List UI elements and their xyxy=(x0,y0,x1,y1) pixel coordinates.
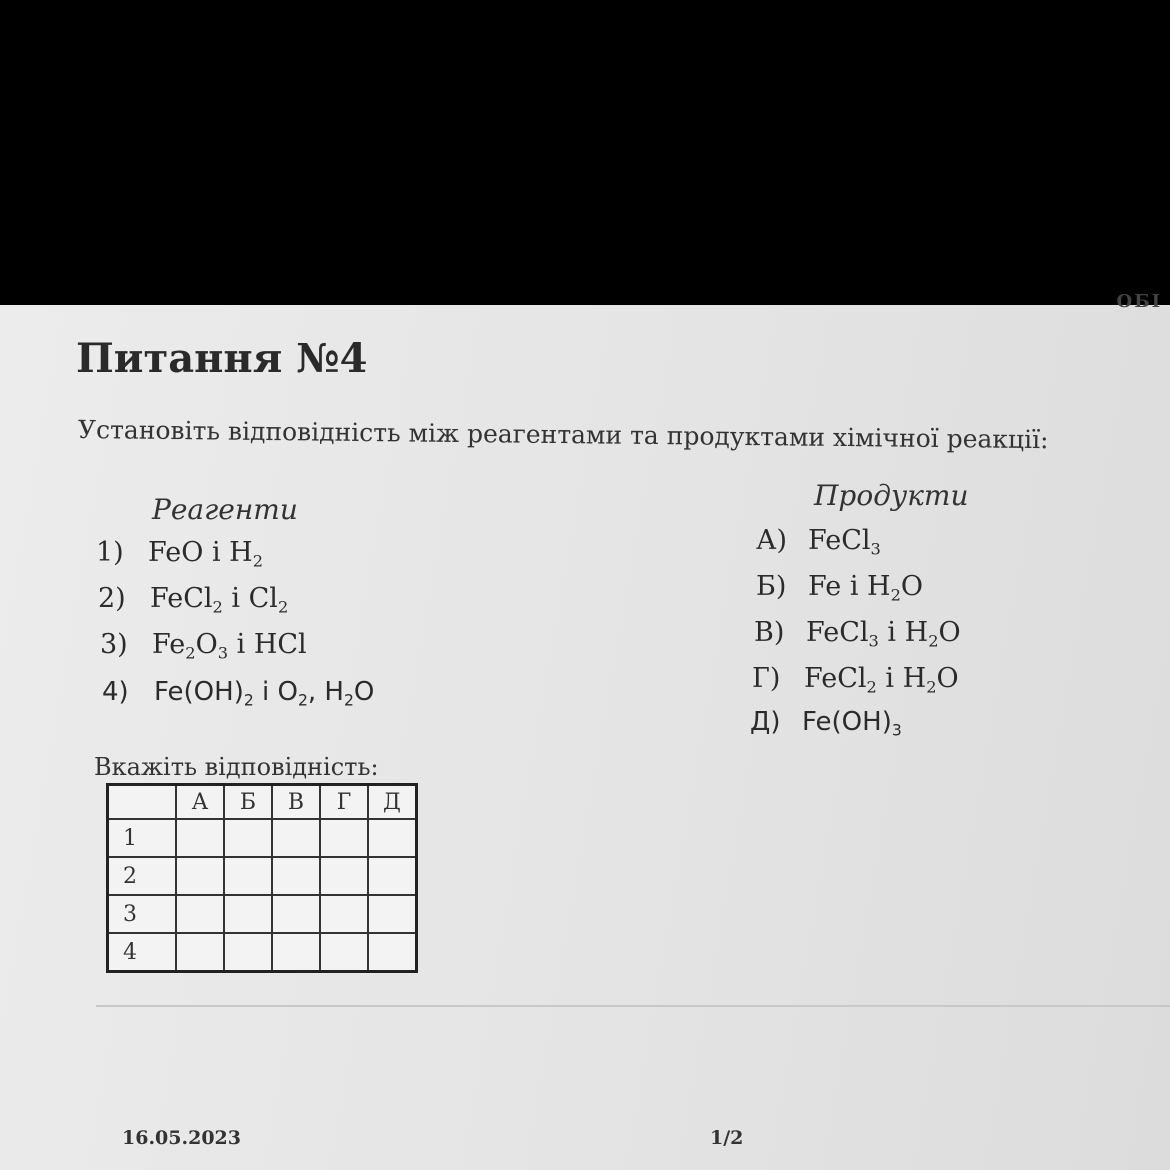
divider-line xyxy=(96,1005,1170,1007)
product-formula: Fe і $H_2O$ xyxy=(808,571,924,605)
answer-cell[interactable] xyxy=(224,857,272,895)
answer-cell[interactable] xyxy=(176,857,224,895)
reagent-item xyxy=(98,583,289,617)
grid-row xyxy=(108,857,417,895)
product-item xyxy=(754,617,961,651)
answer-cell[interactable] xyxy=(176,895,224,933)
answer-cell[interactable] xyxy=(224,933,272,972)
answer-cell[interactable] xyxy=(368,933,417,972)
answer-cell[interactable] xyxy=(368,895,417,933)
reagent-formula: FeO і $H_2$ xyxy=(148,537,264,571)
grid-column-header: Б xyxy=(224,785,272,820)
reagent-item xyxy=(96,537,264,571)
product-letter: А) xyxy=(756,525,787,556)
product-formula: $Fe(OH)_3$ xyxy=(802,707,902,740)
grid-row-label: 4 xyxy=(108,933,177,972)
footer-date: 16.05.2023 xyxy=(122,1127,241,1149)
product-formula: FeCl$_3$ xyxy=(808,525,881,559)
answer-cell[interactable] xyxy=(272,895,320,933)
product-formula: FeCl$_3$ і $H_2O$ xyxy=(806,617,961,651)
answer-cell[interactable] xyxy=(368,819,417,857)
reagents-heading: Реагенти xyxy=(152,493,298,526)
answer-prompt: Вкажіть відповідність: xyxy=(94,753,379,781)
answer-cell[interactable] xyxy=(320,895,368,933)
answer-cell[interactable] xyxy=(224,819,272,857)
reagent-formula: $Fe(OH)_2$ і $O_2$, $H_2O$ xyxy=(154,677,375,710)
product-letter: Б) xyxy=(756,571,787,602)
instruction-text: Установіть відповідність між реагентами та продуктами хімічної реакції: xyxy=(77,415,1049,455)
reagent-item xyxy=(100,629,307,663)
grid-column-header: Д xyxy=(368,785,417,820)
answer-cell[interactable] xyxy=(272,857,320,895)
answer-cell[interactable] xyxy=(272,933,320,972)
answer-cell[interactable] xyxy=(320,933,368,972)
question-page xyxy=(0,291,1170,1170)
grid-row-label: 3 xyxy=(108,895,177,933)
grid-corner-cell xyxy=(108,785,177,820)
reagent-item xyxy=(102,677,375,710)
product-letter: В) xyxy=(754,617,785,648)
answer-cell[interactable] xyxy=(224,895,272,933)
product-formula: FeCl$_2$ і $H_2O$ xyxy=(804,663,959,697)
product-item xyxy=(752,663,959,697)
product-letter: Г) xyxy=(752,663,781,694)
answer-cell[interactable] xyxy=(176,933,224,972)
products-heading: Продукти xyxy=(814,479,969,512)
reagent-number: 2) xyxy=(98,583,126,614)
grid-row xyxy=(108,933,417,972)
grid-row xyxy=(108,895,417,933)
answer-cell[interactable] xyxy=(320,857,368,895)
reagent-number: 3) xyxy=(100,629,128,660)
product-item xyxy=(756,525,881,559)
grid-row xyxy=(108,819,417,857)
answer-cell[interactable] xyxy=(176,819,224,857)
answer-cell[interactable] xyxy=(368,857,417,895)
answer-grid xyxy=(106,783,418,973)
product-item xyxy=(756,571,924,605)
grid-row-label: 2 xyxy=(108,857,177,895)
grid-column-header: В xyxy=(272,785,320,820)
grid-row-label: 1 xyxy=(108,819,177,857)
answer-cell[interactable] xyxy=(320,819,368,857)
reagent-number: 4) xyxy=(102,677,129,707)
question-title: Питання №4 xyxy=(76,335,368,382)
footer-page-number: 1/2 xyxy=(710,1127,744,1149)
grid-column-header: А xyxy=(176,785,224,820)
reagent-formula: $Fe_2O_3$ і HCl xyxy=(152,629,307,663)
header-fragment: ОБІ xyxy=(1116,291,1162,312)
product-letter: Д) xyxy=(750,707,781,737)
grid-column-header: Г xyxy=(320,785,368,820)
reagent-formula: FeCl$_2$ і $Cl_2$ xyxy=(150,583,289,617)
product-item xyxy=(750,707,902,740)
answer-cell[interactable] xyxy=(272,819,320,857)
reagent-number: 1) xyxy=(96,537,124,568)
